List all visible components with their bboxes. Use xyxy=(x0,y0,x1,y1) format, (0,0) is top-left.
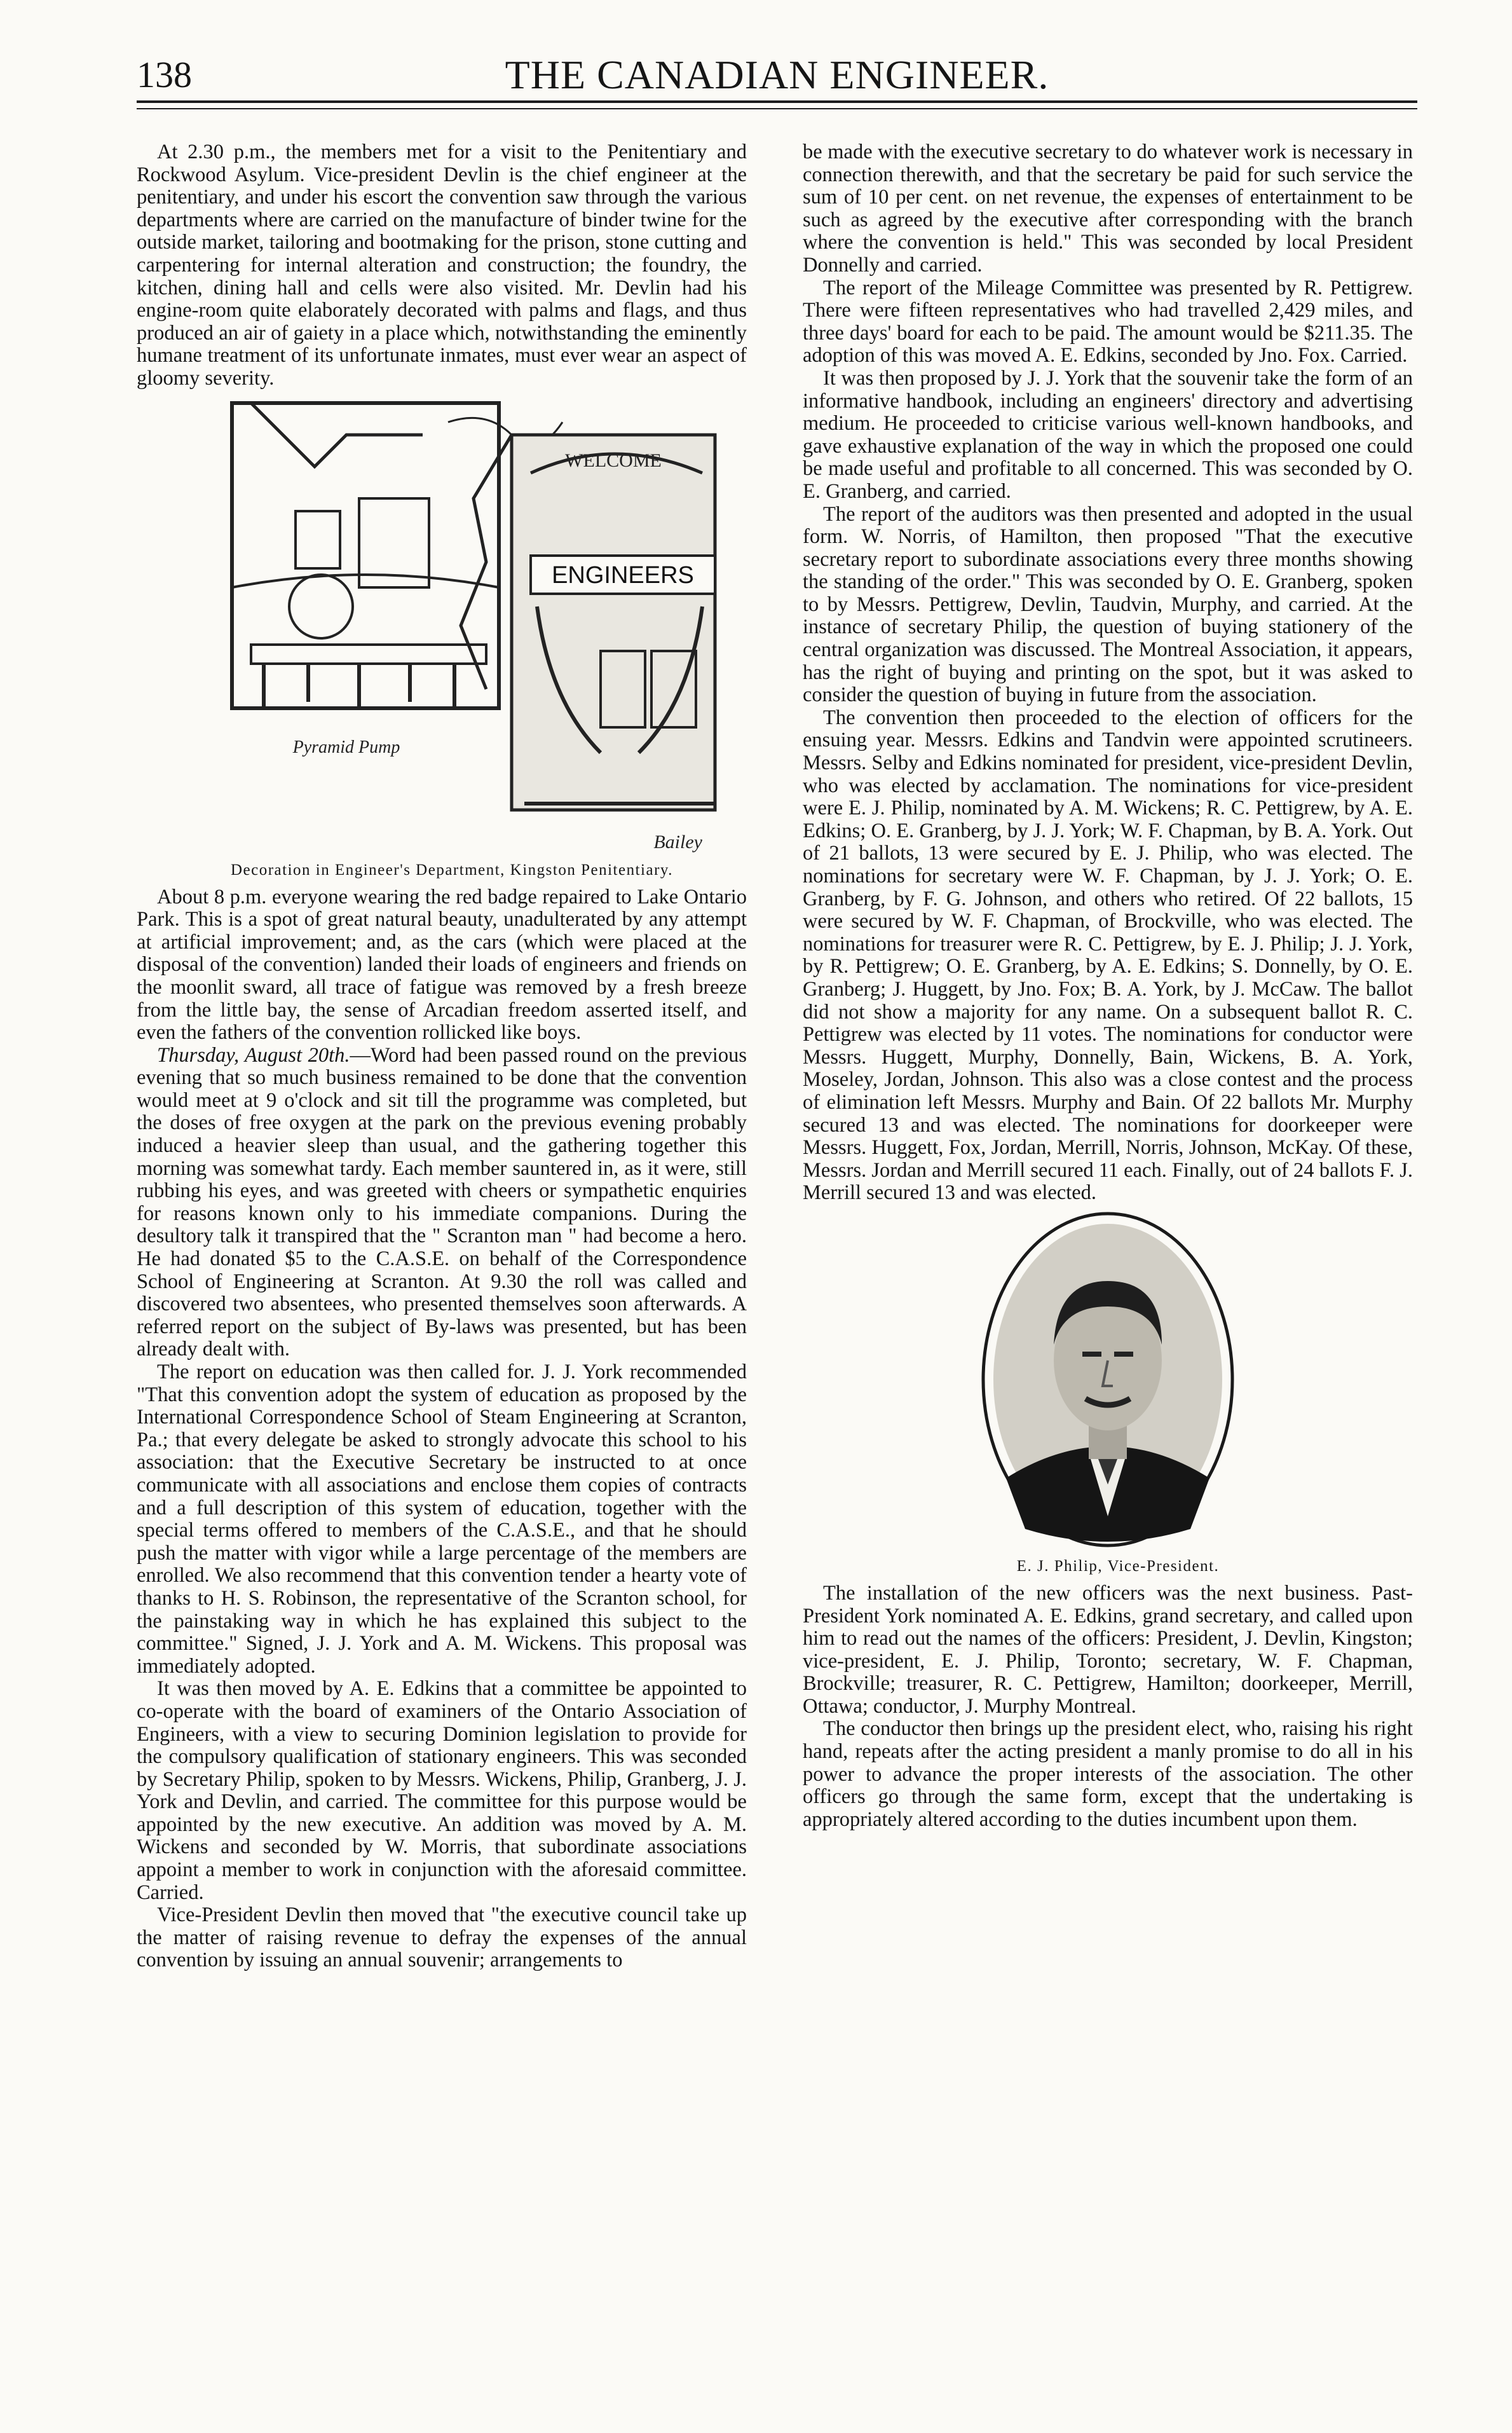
paragraph: be made with the executive secretary to do whatever work is necessary in connection therewith, and that the secretary be paid for such service the sum of 10 per cent. on net revenue, the expenses of entertainment to be such as agreed by the executive after corresponding with the branch where the convention is held." This was seconded by local President Donnelly and carried. xyxy=(803,140,1413,277)
header-rule-top xyxy=(137,100,1417,103)
right-column xyxy=(803,141,1413,1831)
engineers-banner: ENGINEERS xyxy=(552,561,694,589)
paragraph: It was then moved by A. E. Edkins that a committee be appointed to co-operate with the board of examiners of the Ontario Association of Engineers, with a view to securing Dominion legislation to provide for the compulsory qualification of stationary engineers. This was seconded by Secretary Philip, spoken to by Messrs. Wickens, Philip, Granberg, J. J. York and Devlin, and carried. The committee for this purpose would be appointed by the new executive. An addition was moved by A. M. Wickens and seconded by W. Morris, that subordinate associations appoint a member to work in conjunction with the aforesaid committee. Carried. xyxy=(137,1677,747,1904)
engine-room-sketch xyxy=(156,397,728,861)
paragraph: Thursday, August 20th.—Word had been passed round on the previous evening that so much business remained to be done that the convention would meet at 9 o'clock and sit till the programme was completed, but the doses of free oxygen at the park on the previous evening probably induced a heavier sleep than usual, and the gathering together this morning was somewhat tardy. Each member sauntered in, as it were, still rubbing his eyes, and was greeted with cheers or sympathetic enquiries for reasons known only to his immediate companions. During the desultory talk it transpired that the " Scranton man " had become a hero. He had donated $5 to the C.A.S.E. on behalf of the Correspondence School of Engineering at Scranton. At 9.30 the roll was called and discovered two absentees, who presented themselves soon afterwards. A referred report on the subject of By-laws was presented, but has been already dealt with. xyxy=(137,1043,747,1361)
portrait-image xyxy=(981,1211,1235,1548)
paragraph: About 8 p.m. everyone wearing the red badge repaired to Lake Ontario Park. This is a spot of great natural beauty, unadulterated by any attempt at artificial improvement; and, as the cars (which were placed at the disposal of the convention) landed their loads of engineers and friends on the moonlit sward, all trace of fatigue was removed by a fresh breeze from the little bay, the sense of Arcadian freedom asserted itself, and even the fathers of the convention rollicked like boys. xyxy=(137,885,747,1045)
page-number: 138 xyxy=(137,54,192,95)
header-rule-bottom xyxy=(137,108,1417,109)
left-column xyxy=(137,141,747,1972)
page-header xyxy=(137,53,1417,97)
paragraph: The report of the Mileage Committee was presented by R. Pettigrew. There were fifteen representatives who had travelled 2,429 miles, and three days' board for each to be paid. The amount would be $211.35. The adoption of this was moved A. E. Edkins, seconded by Jno. Fox. Carried. xyxy=(803,276,1413,367)
portrait-caption: E. J. Philip, Vice-President. xyxy=(1016,1557,1220,1575)
sketch-note: Pyramid Pump xyxy=(292,737,400,757)
paragraph: The installation of the new officers was the next business. Past-President York nominated A. E. Edkins, grand secretary, and called upon him to read out the names of the officers: President, J. Devlin, Kingston; vice-president, E. J. Philip, Toronto; secretary, W. F. Chapman, Brockville; treasurer, R. C. Pettigrew, Hamilton; doorkeeper, Merrill, Ottawa; conductor, J. Murphy Montreal. xyxy=(803,1581,1413,1718)
engine-room-decoration-figure xyxy=(137,397,747,880)
paragraph: At 2.30 p.m., the members met for a visit to the Penitentiary and Rockwood Asylum. Vice-president Devlin is the chief engineer at the penitentiary, and under his escort the convention saw through the various departments where are carried on the manufacture of binder twine for the outside market, tailoring and bootmaking for the prison, stone cutting and carpentering for internal alteration and construction; the foundry, the kitchen, dining hall and cells were also visited. Mr. Devlin had his engine-room quite elaborately decorated with palms and flags, and thus produced an air of gaiety in a place which, notwithstanding the eminently humane treatment of its unfortunate inmates, must ever wear an aspect of gloomy severity. xyxy=(137,140,747,390)
paragraph: The report on education was then called for. J. J. York recommended "That this convention adopt the system of education as proposed by the International Correspondence School of Steam Engineering at Scranton, Pa.; that every delegate be asked to strongly advocate this school to his association: that the Executive Secretary be instructed to at once communicate with all associations and enclose them copies of contracts and a full description of this system of education, together with the special terms offered to members of the C.A.S.E., and that he should push the matter with vigor while a large percentage of the members are enrolled. We also recommend that this convention tender a hearty vote of thanks to H. S. Robinson, the representative of the Scranton school, for the painstaking way in which he has explained this subject to the committee." Signed, J. J. York and A. M. Wickens. This proposal was immediately adopted. xyxy=(137,1360,747,1678)
svg-text:WELCOME: WELCOME xyxy=(565,449,662,471)
figure-caption: Decoration in Engineer's Department, Kingston Penitentiary. xyxy=(230,861,674,879)
portrait-figure xyxy=(803,1211,1413,1576)
paragraph: The conductor then brings up the president elect, who, raising his right hand, repeats after the acting president a manly promise to do all in his power to advance the proper interests of the association. The other officers go through the same form, except that the undertaking is appropriately altered according to the duties incumbent upon them. xyxy=(803,1717,1413,1831)
journal-title: THE CANADIAN ENGINEER. xyxy=(505,52,1049,97)
paragraph: The convention then proceeded to the election of officers for the ensuing year. Messrs. Edkins and Tandvin were appointed scrutineers. Messrs. Selby and Edkins nominated for president, vice-president Devlin, who was elected by acclamation. The nominations for vice-president were E. J. Philip, nominated by A. M. Wickens; R. C. Pettigrew, by A. E. Edkins; O. E. Granberg, by J. J. York; W. F. Chapman, by B. A. York. Out of 21 ballots, 13 were secured by E. J. Philip, who was elected. The nominations for secretary were W. F. Chapman, by J. J. York; O. E. Granberg, by F. G. Johnson, and others who retired. Of 22 ballots, 15 were secured by W. F. Chapman, of Brockville, who was elected. The nominations for treasurer were R. C. Pettigrew, by E. J. Philip; J. J. York, by R. Pettigrew; O. E. Granberg, by A. E. Edkins; S. Donnelly, by O. E. Granberg; J. Huggett, by Jno. Fox; B. A. York, by J. McCaw. The ballot did not show a majority for any name. On a subsequent ballot R. C. Pettigrew was elected by 11 votes. The nominations for conductor were Messrs. Huggett, Murphy, Donnelly, Bain, Wickens, B. A. York, Moseley, Jordan, Johnson. This also was a close contest and the process of elimination left Messrs. Murphy and Bain. Of 22 ballots Mr. Murphy secured 13 and was elected. The nominations for doorkeeper were Messrs. Huggett, Fox, Jordan, Merrill, Norris, Johnson, McKay. Of these, Messrs. Jordan and Merrill secured 11 each. Finally, out of 24 ballots F. J. Merrill secured 13 and was elected. xyxy=(803,706,1413,1205)
artist-signature: Bailey xyxy=(653,831,702,853)
paragraph: The report of the auditors was then presented and adopted in the usual form. W. Norris, of Hamilton, then proposed "That the executive secretary report to subordinate associations every three months showing the standing of the order." This was seconded by O. E. Granberg, spoken to by Messrs. Pettigrew, Devlin, Taudvin, Murphy, and carried. At the instance of secretary Philip, the question of buying stationery of the central organization was discussed. The Montreal Association, it appears, has the right of buying and printing on the spot, but it was asked to consider the question of buying in future from the association. xyxy=(803,502,1413,707)
date-heading: Thursday, August 20th. xyxy=(157,1043,350,1067)
paragraph: It was then proposed by J. J. York that the souvenir take the form of an informative handbook, including an engineers' directory and advertising medium. He proceeded to criticise various well-known handbooks, and gave exhaustive explanation of the way in which the proposed one could be made useful and profitable to all concerned. This was seconded by O. E. Granberg, and carried. xyxy=(803,366,1413,503)
paragraph: Vice-President Devlin then moved that "the executive council take up the matter of raising revenue to defray the expenses of the annual convention by issuing an annual souvenir; arrangements to xyxy=(137,1903,747,1972)
